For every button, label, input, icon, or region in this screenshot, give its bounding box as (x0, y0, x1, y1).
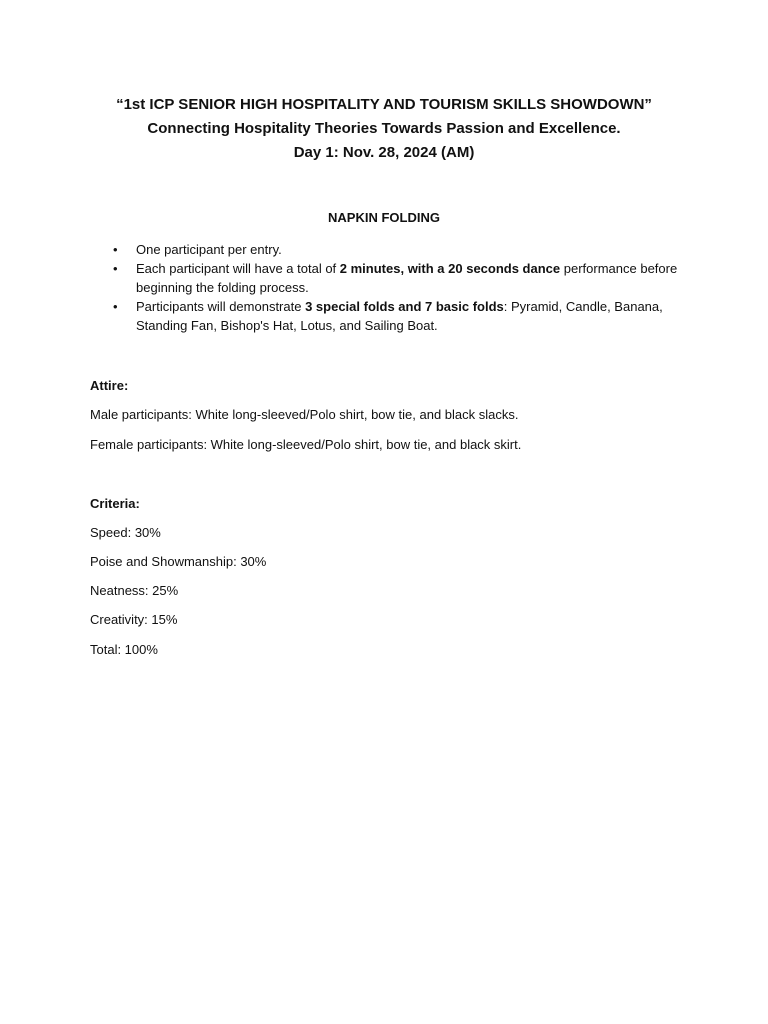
bullet-icon: • (113, 242, 118, 257)
rule-bold-text: 3 special folds and 7 basic folds (305, 299, 504, 314)
rules-list (90, 240, 690, 335)
criteria-item: Creativity: 15% (90, 612, 178, 627)
attire-female: Female participants: White long-sleeved/Polo shirt, bow tie, and black skirt. (90, 437, 522, 452)
criteria-item: Speed: 30% (90, 525, 161, 540)
list-item (90, 297, 690, 335)
bullet-icon: • (113, 261, 118, 276)
event-date: Day 1: Nov. 28, 2024 (AM) (293, 144, 475, 161)
criteria-item: Poise and Showmanship: 30% (90, 554, 267, 569)
criteria-label: Criteria: (90, 496, 140, 511)
event-subtitle: Connecting Hospitality Theories Towards Passion and Excellence. (147, 120, 621, 137)
bullet-icon: • (113, 299, 118, 314)
attire-male: Male participants: White long-sleeved/Polo shirt, bow tie, and black slacks. (90, 407, 519, 422)
attire-label: Attire: (90, 378, 129, 393)
criteria-item: Neatness: 25% (90, 583, 179, 598)
list-item (90, 259, 690, 297)
title-block (0, 93, 768, 165)
rule-text: Participants will demonstrate (136, 299, 306, 314)
section-heading: NAPKIN FOLDING (328, 210, 440, 225)
rule-text: Each participant will have a total of (136, 261, 340, 276)
rule-bold-text: 2 minutes, with a 20 seconds dance (339, 261, 561, 276)
criteria-total: Total: 100% (90, 642, 158, 657)
event-title: “1st ICP SENIOR HIGH HOSPITALITY AND TOURISM SKILLS SHOWDOWN” (116, 96, 652, 113)
list-item (90, 240, 690, 259)
rule-text: : Pyramid, Candle, Banana, Standing Fan, Bishop's Hat, Lotus, and Sailing Boat. (136, 299, 663, 333)
rule-text: One participant per entry. (136, 242, 282, 257)
rule-text: performance before beginning the folding process. (136, 261, 678, 295)
